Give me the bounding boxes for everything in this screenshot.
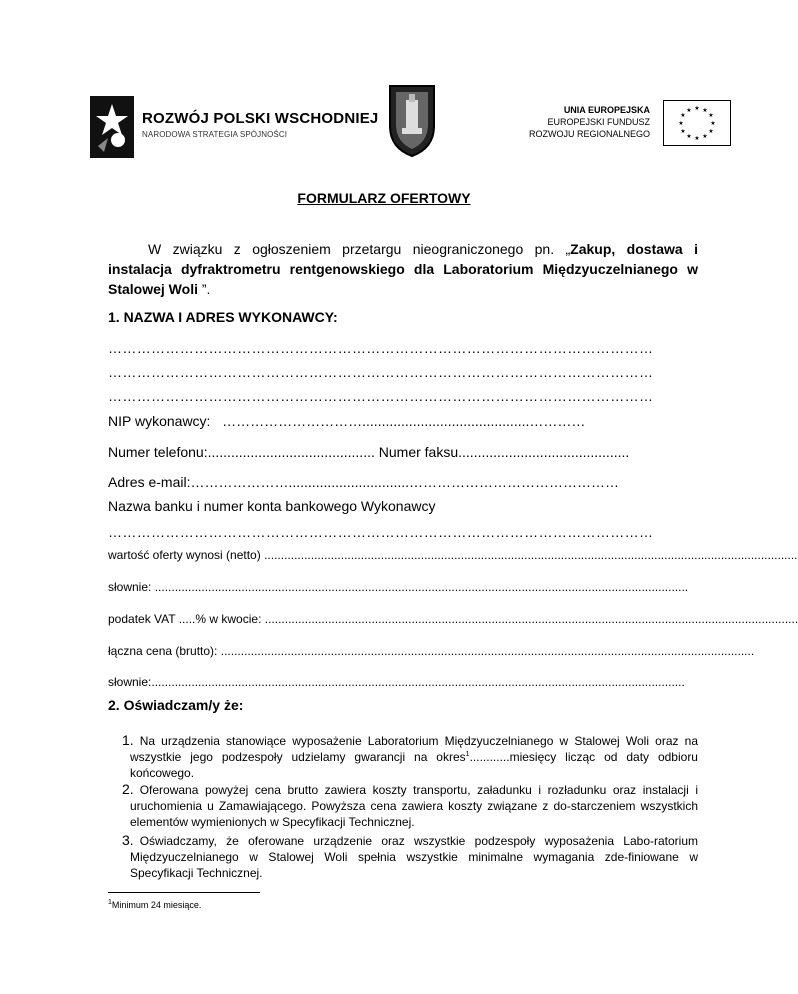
net-value-field[interactable]: ................................................................................................................................................................ [264,548,798,562]
svg-text:★: ★ [686,107,692,114]
rpw-emblem-icon [90,96,138,158]
intro-prefix: W związku z ogłoszeniem przetargu nieograniczonego pn. „ [148,241,571,257]
net-value-row [108,548,798,562]
statement-item-2: 2. Oferowana powyżej cena brutto zawiera koszty transportu, załadunku i rozładunku oraz instalacji i uruchomienia u Zamawiającego. Powyższa cena zawiera koszty związane z do-starczeniem wszystkich elementów wymienionych w Specyfikacji Technicznej. [122,781,698,829]
intro-suffix: ”. [197,281,211,297]
svg-text:★: ★ [678,120,684,127]
phone-label: Numer telefonu: [108,444,208,460]
statement-item-3: 3. Oświadczamy, że oferowane urządzenie oraz wszystkie podzespoły wyposażenia Labo-ratorium Międzyuczelnianego w Stalowej Woli spełnia wszystkie minimalne wymagania zde-finiowane w Specyfikacji Technicznej. [122,832,698,880]
phone-field[interactable]: ........................................... [207,444,375,460]
phone-fax-row [108,444,698,460]
bank-field[interactable]: …………………………………………………………………………………………………… [108,524,654,540]
eu-fund-line2: ROZWOJU REGIONALNEGO [528,129,650,139]
section1-heading: 1. NAZWA I ADRES WYKONAWCY: [108,309,338,325]
words2-row [108,675,700,689]
intro-paragraph [108,239,698,299]
nip-row [108,413,698,429]
contractor-name-field-3[interactable]: …………………………………………………………………………………………………… [108,388,654,404]
logo-unia-europejska [528,96,730,150]
svg-text:★: ★ [708,112,714,119]
svg-text:★: ★ [680,128,686,135]
net-value-label: wartość oferty wynosi (netto) [108,548,261,562]
footnote-ref[interactable]: 1 [465,751,470,758]
page-title: FORMULARZ OFERTOWY [297,190,471,206]
svg-text:★: ★ [686,133,692,140]
footnote: $^1$Minimum 24 miesiące. [108,899,202,910]
svg-text:★: ★ [680,112,686,119]
gross-field[interactable]: ................................................................................................................................................................ [220,644,755,658]
logo-left-subtitle: NARODOWA STRATEGIA SPÓJNOŚCI [142,130,288,139]
gross-label: łączna cena (brutto): [108,644,218,658]
logo-rozwoj-polski-wschodniej [90,96,379,158]
contractor-name-field-1[interactable]: …………………………………………………………………………………………………… [108,340,654,356]
words-field[interactable]: ................................................................................................................................................................ [154,580,689,594]
words2-label: słownie: [108,675,152,689]
svg-text:★: ★ [694,135,700,142]
nip-field[interactable]: …………………………...........................................………… [222,413,586,429]
vat-row [108,612,798,626]
tender-name: Zakup, dostawa i instalacja dyfraktrometru rentgenowskiego dla Laboratorium Międzyuczelnianego w Stalowej Woli [108,241,698,297]
crest-logo [386,82,438,158]
svg-text:★: ★ [702,107,708,114]
statement-item-1: 1. Na urządzenia stanowiące wyposażenie Laboratorium Międzyuczelnianego w Stalowej Woli oraz na wszystkie jego podzespoły udzielamy gwarancji na okres$^1$............miesięcy licząc od daty odbioru końcowego. [122,732,698,780]
eu-flag-icon [663,100,731,146]
fax-label: Numer faksu [378,444,459,460]
eu-fund-line1: EUROPEJSKI FUNDUSZ [547,117,650,127]
svg-text:★: ★ [710,120,716,127]
svg-text:★: ★ [702,133,708,140]
contractor-name-field-2[interactable]: …………………………………………………………………………………………………… [108,364,654,380]
email-row [108,474,698,490]
fax-field[interactable]: ............................................ [458,444,630,460]
email-field[interactable]: …………………...............................……………………………………… [190,474,620,490]
words2-field[interactable]: ................................................................................................................................................................ [151,675,685,689]
section2-heading: 2. Oświadczam/y że: [108,697,244,713]
eu-title: UNIA EUROPEJSKA [563,105,650,115]
svg-text:★: ★ [694,105,700,112]
logo-left-title: ROZWÓJ POLSKI WSCHODNIEJ [142,110,379,127]
nip-label: NIP wykonawcy: [108,413,211,429]
svg-text:★: ★ [708,128,714,135]
footnote-divider [108,892,260,893]
shield-crest-icon [386,82,438,158]
email-label: Adres e-mail: [108,474,191,490]
vat-field[interactable]: ................................................................................................................................................................ [264,612,798,626]
words-label: słownie: [108,580,152,594]
vat-label: podatek VAT .....% w kwocie: [108,612,262,626]
bank-label: Nazwa banku i numer konta bankowego Wykonawcy [108,498,436,514]
gross-row [108,644,755,658]
words-row [108,580,700,594]
